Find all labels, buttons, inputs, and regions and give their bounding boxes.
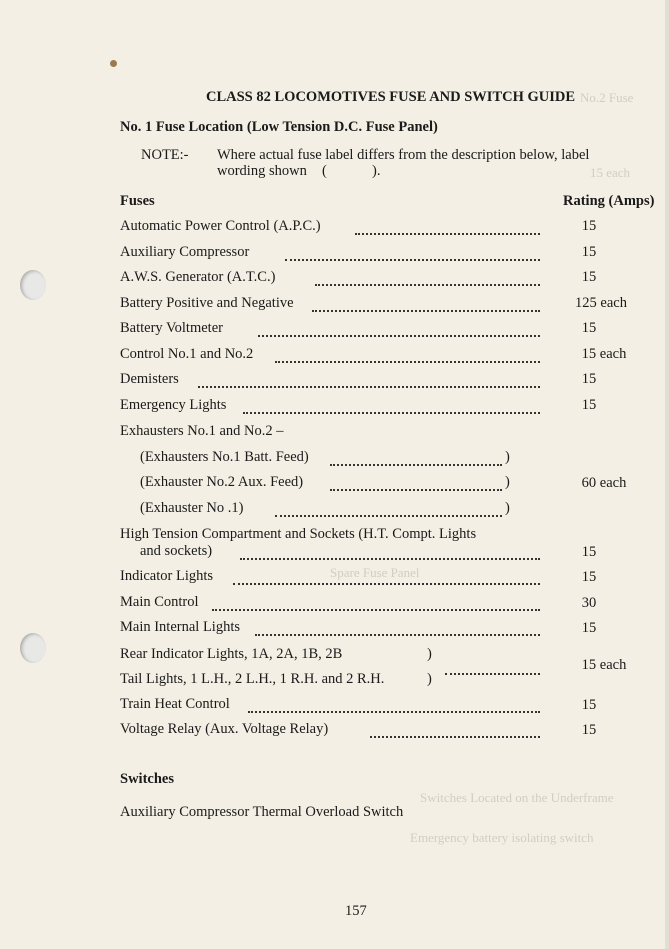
leader-dots bbox=[370, 722, 540, 738]
stain-mark bbox=[110, 60, 117, 67]
punch-hole-top bbox=[20, 270, 46, 300]
bracket: ) bbox=[505, 474, 510, 490]
exhausters-label: Exhausters No.1 and No.2 – bbox=[120, 423, 284, 439]
fuse-rating: 15 bbox=[581, 269, 597, 285]
fuse-rating: 15 each bbox=[581, 346, 627, 362]
ht-label-line-2: and sockets) bbox=[140, 543, 213, 559]
fuse-rating: 15 bbox=[581, 371, 597, 387]
bleed-through-text: 15 each bbox=[590, 165, 631, 180]
fuse-label: Indicator Lights bbox=[120, 568, 214, 584]
switches-header: Switches bbox=[120, 771, 174, 787]
leader-dots bbox=[445, 659, 540, 675]
fuse-rating: 15 bbox=[581, 397, 597, 413]
bleed-through-text: Switches Located on the Underframe bbox=[420, 790, 614, 805]
leader-dots bbox=[312, 296, 540, 312]
leader-dots bbox=[233, 569, 540, 585]
ht-label-line-1: High Tension Compartment and Sockets (H.T. Compt. Lights bbox=[120, 526, 477, 542]
switch-label: Auxiliary Compressor Thermal Overload Switch bbox=[120, 804, 404, 820]
leader-dots bbox=[355, 219, 540, 235]
fuse-location-heading: No. 1 Fuse Location (Low Tension D.C. Fuse Panel) bbox=[120, 119, 438, 135]
leader-dots bbox=[212, 595, 540, 611]
bleed-through-text: No.2 Fuse bbox=[580, 90, 634, 105]
fuse-label: Automatic Power Control (A.P.C.) bbox=[120, 218, 321, 234]
rear-lights-label: Rear Indicator Lights, 1A, 2A, 1B, 2B bbox=[120, 646, 343, 662]
bracket: ) bbox=[505, 449, 510, 465]
leader-dots bbox=[255, 620, 540, 636]
fuse-label: Battery Positive and Negative bbox=[120, 295, 294, 311]
leader-dots bbox=[198, 372, 540, 388]
leader-dots bbox=[275, 501, 502, 517]
fuse-label: Main Control bbox=[120, 594, 199, 610]
bracket: ) bbox=[427, 646, 432, 662]
exhauster-sub-item: (Exhauster No .1) bbox=[140, 500, 244, 516]
bleed-through-text: Emergency battery isolating switch bbox=[410, 830, 594, 845]
note-paren-close: ). bbox=[372, 163, 381, 179]
fuse-rating: 15 bbox=[581, 569, 597, 585]
bracket: ) bbox=[505, 500, 510, 516]
leader-dots bbox=[248, 697, 540, 713]
note-line-1: Where actual fuse label differs from the description below, label bbox=[217, 147, 590, 163]
fuse-rating: 15 bbox=[581, 218, 597, 234]
leader-dots bbox=[240, 544, 540, 560]
punch-hole-bottom bbox=[20, 633, 46, 663]
fuse-label: Voltage Relay (Aux. Voltage Relay) bbox=[120, 721, 329, 737]
fuse-rating: 15 bbox=[581, 244, 597, 260]
note-label: NOTE:- bbox=[141, 147, 189, 163]
leader-dots bbox=[315, 270, 540, 286]
leader-dots bbox=[330, 475, 502, 491]
exhauster-sub-item: (Exhauster No.2 Aux. Feed) bbox=[140, 474, 304, 490]
fuse-label: Control No.1 and No.2 bbox=[120, 346, 254, 362]
leader-dots bbox=[330, 450, 502, 466]
leader-dots bbox=[285, 245, 540, 261]
fuse-label: Auxiliary Compressor bbox=[120, 244, 250, 260]
fuse-rating: 60 each bbox=[581, 475, 627, 491]
fuse-label: Battery Voltmeter bbox=[120, 320, 223, 336]
fuses-header: Fuses bbox=[120, 193, 155, 209]
exhauster-sub-item: (Exhausters No.1 Batt. Feed) bbox=[140, 449, 309, 465]
fuse-rating: 15 bbox=[581, 544, 597, 560]
rating-header: Rating (Amps) bbox=[563, 193, 655, 209]
note-line-2: wording shown bbox=[217, 163, 307, 179]
fuse-rating: 15 bbox=[581, 620, 597, 636]
fuse-rating: 30 bbox=[581, 595, 597, 611]
leader-dots bbox=[243, 398, 540, 414]
bleed-through-text: Spare Fuse Panel bbox=[330, 565, 420, 580]
fuse-rating: 15 each bbox=[581, 657, 627, 673]
fuse-label: Demisters bbox=[120, 371, 179, 387]
page-title: CLASS 82 LOCOMOTIVES FUSE AND SWITCH GUIDE bbox=[206, 89, 576, 105]
fuse-rating: 15 bbox=[581, 697, 597, 713]
bracket: ) bbox=[427, 671, 432, 687]
leader-dots bbox=[258, 321, 540, 337]
fuse-label: Emergency Lights bbox=[120, 397, 227, 413]
fuse-rating: 125 each bbox=[575, 295, 627, 311]
fuse-rating: 15 bbox=[581, 320, 597, 336]
page-number: 157 bbox=[345, 903, 367, 919]
fuse-rating: 15 bbox=[581, 722, 597, 738]
fuse-label: Train Heat Control bbox=[120, 696, 230, 712]
fuse-label: Main Internal Lights bbox=[120, 619, 241, 635]
page-edge bbox=[665, 0, 669, 949]
tail-lights-label: Tail Lights, 1 L.H., 2 L.H., 1 R.H. and 2 R.H. bbox=[120, 671, 385, 687]
fuse-label: A.W.S. Generator (A.T.C.) bbox=[120, 269, 276, 285]
leader-dots bbox=[275, 347, 540, 363]
note-paren-open: ( bbox=[322, 163, 327, 179]
